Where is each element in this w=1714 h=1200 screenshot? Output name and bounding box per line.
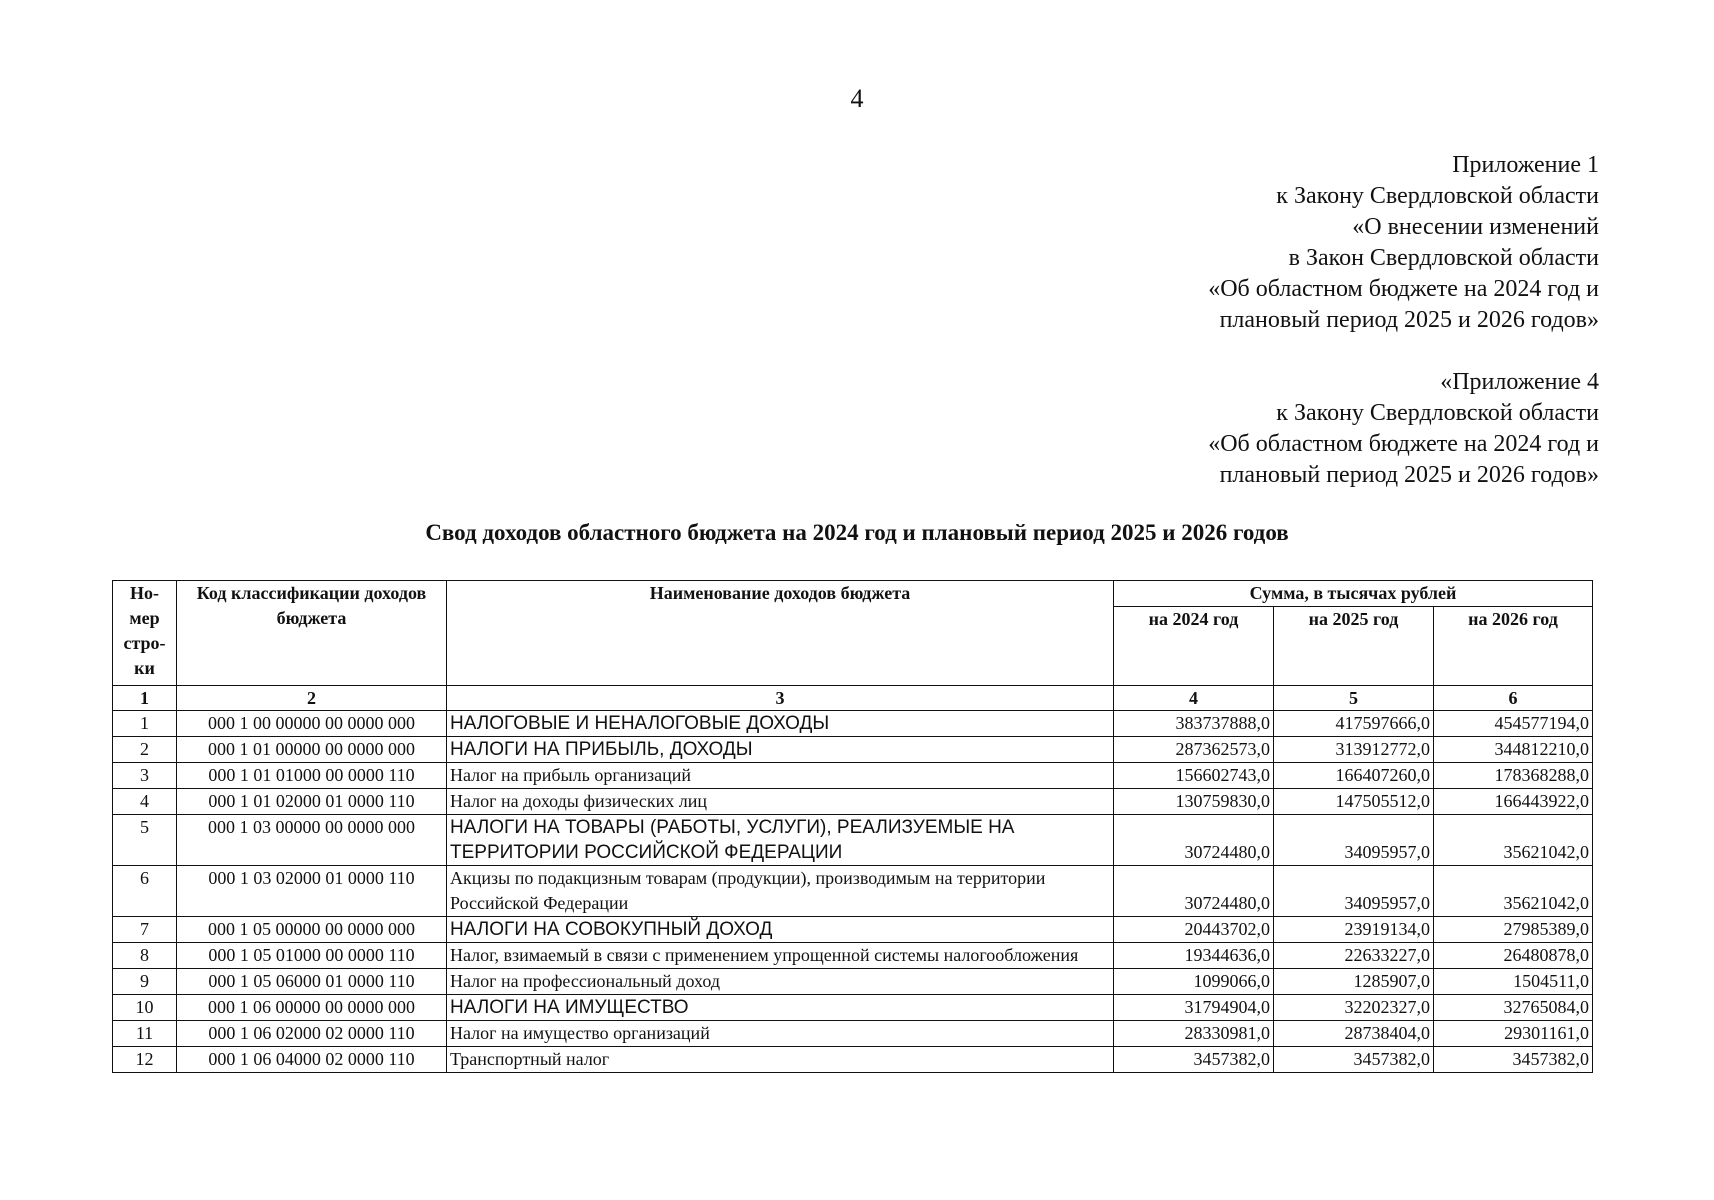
appendix-1-line: в Закон Свердловской области [1288,245,1599,271]
appendix-4-line: плановый период 2025 и 2026 годов» [1219,462,1599,488]
table-row [113,1021,1593,1047]
row-number-cell: 2 [113,737,177,763]
amount-2026-cell: 32765084,0 [1434,995,1593,1021]
revenue-name-cell: Налог на профессиональный доход [447,969,1114,995]
appendix-4-line: «Об областном бюджете на 2024 год и [1208,431,1599,457]
row-number-cell: 5 [113,815,177,866]
table-row [113,969,1593,995]
amount-2025-cell: 417597666,0 [1274,711,1434,737]
amount-2025-cell: 32202327,0 [1274,995,1434,1021]
appendix-4-header [1208,367,1599,491]
amount-2025-cell: 28738404,0 [1274,1021,1434,1047]
appendix-1-line: Приложение 1 [1452,152,1599,178]
amount-2025-cell: 34095957,0 [1274,866,1434,917]
amount-2024-cell: 1099066,0 [1114,969,1274,995]
revenue-name-cell: НАЛОГИ НА ТОВАРЫ (РАБОТЫ, УСЛУГИ), РЕАЛИЗУЕМЫЕ НА ТЕРРИТОРИИ РОССИЙСКОЙ ФЕДЕРАЦИИ [447,815,1114,866]
table-header-row [113,581,1593,607]
table-row [113,995,1593,1021]
page-number: 4 [850,84,864,113]
header-name: Наименование доходов бюджета [447,581,1114,686]
amount-2024-cell: 30724480,0 [1114,815,1274,866]
amount-2025-cell: 313912772,0 [1274,737,1434,763]
row-number-cell: 9 [113,969,177,995]
row-number-cell: 10 [113,995,177,1021]
revenue-name-cell: Транспортный налог [447,1047,1114,1073]
classification-code-cell: 000 1 03 00000 00 0000 000 [177,815,447,866]
table-title: Свод доходов областного бюджета на 2024 год и плановый период 2025 и 2026 годов [425,520,1289,545]
row-number-cell: 12 [113,1047,177,1073]
classification-code-cell: 000 1 05 06000 01 0000 110 [177,969,447,995]
header-code: Код классификации доходов бюджета [177,581,447,686]
amount-2026-cell: 3457382,0 [1434,1047,1593,1073]
amount-2026-cell: 26480878,0 [1434,943,1593,969]
column-index: 3 [447,686,1114,711]
header-year-2025: на 2025 год [1274,607,1434,686]
amount-2025-cell: 34095957,0 [1274,815,1434,866]
amount-2024-cell: 30724480,0 [1114,866,1274,917]
amount-2024-cell: 20443702,0 [1114,917,1274,943]
amount-2024-cell: 287362573,0 [1114,737,1274,763]
amount-2026-cell: 1504511,0 [1434,969,1593,995]
revenue-name-cell: Налог, взимаемый в связи с применением упрощенной системы налогообложения [447,943,1114,969]
classification-code-cell: 000 1 05 00000 00 0000 000 [177,917,447,943]
amount-2026-cell: 35621042,0 [1434,815,1593,866]
column-index: 6 [1434,686,1593,711]
table-row [113,917,1593,943]
amount-2026-cell: 27985389,0 [1434,917,1593,943]
revenue-name-cell: НАЛОГИ НА СОВОКУПНЫЙ ДОХОД [447,917,1114,943]
amount-2025-cell: 1285907,0 [1274,969,1434,995]
row-number-cell: 6 [113,866,177,917]
amount-2024-cell: 31794904,0 [1114,995,1274,1021]
amount-2026-cell: 166443922,0 [1434,789,1593,815]
amount-2026-cell: 344812210,0 [1434,737,1593,763]
table-body [113,711,1593,1073]
header-year-2024: на 2024 год [1114,607,1274,686]
appendix-1-line: к Закону Свердловской области [1276,183,1599,209]
amount-2025-cell: 166407260,0 [1274,763,1434,789]
classification-code-cell: 000 1 01 01000 00 0000 110 [177,763,447,789]
revenue-name-cell: Налог на доходы физических лиц [447,789,1114,815]
appendix-4-line: к Закону Свердловской области [1276,400,1599,426]
table-row [113,737,1593,763]
classification-code-cell: 000 1 01 02000 01 0000 110 [177,789,447,815]
table-row [113,943,1593,969]
appendix-1-line: плановый период 2025 и 2026 годов» [1219,307,1599,333]
row-number-cell: 8 [113,943,177,969]
row-number-cell: 3 [113,763,177,789]
amount-2026-cell: 454577194,0 [1434,711,1593,737]
table-row [113,789,1593,815]
classification-code-cell: 000 1 06 00000 00 0000 000 [177,995,447,1021]
amount-2025-cell: 23919134,0 [1274,917,1434,943]
row-number-cell: 4 [113,789,177,815]
row-number-cell: 7 [113,917,177,943]
amount-2025-cell: 147505512,0 [1274,789,1434,815]
amount-2026-cell: 29301161,0 [1434,1021,1593,1047]
column-index: 4 [1114,686,1274,711]
header-number: Но-мер стро-ки [113,581,177,686]
amount-2024-cell: 383737888,0 [1114,711,1274,737]
table-row [113,763,1593,789]
revenue-name-cell: НАЛОГИ НА ПРИБЫЛЬ, ДОХОДЫ [447,737,1114,763]
amount-2024-cell: 19344636,0 [1114,943,1274,969]
revenue-name-cell: Налог на прибыль организаций [447,763,1114,789]
amount-2026-cell: 178368288,0 [1434,763,1593,789]
amount-2024-cell: 130759830,0 [1114,789,1274,815]
revenue-name-cell: НАЛОГИ НА ИМУЩЕСТВО [447,995,1114,1021]
header-sum: Сумма, в тысячах рублей [1114,581,1593,607]
revenue-name-cell: Акцизы по подакцизным товарам (продукции), производимым на территории Российской Федерации [447,866,1114,917]
appendix-1-header [1208,150,1599,336]
table-row [113,711,1593,737]
classification-code-cell: 000 1 06 02000 02 0000 110 [177,1021,447,1047]
header-year-2026: на 2026 год [1434,607,1593,686]
classification-code-cell: 000 1 00 00000 00 0000 000 [177,711,447,737]
amount-2025-cell: 3457382,0 [1274,1047,1434,1073]
amount-2025-cell: 22633227,0 [1274,943,1434,969]
table-row [113,866,1593,917]
classification-code-cell: 000 1 03 02000 01 0000 110 [177,866,447,917]
appendix-4-line: «Приложение 4 [1440,369,1599,395]
amount-2026-cell: 35621042,0 [1434,866,1593,917]
amount-2024-cell: 156602743,0 [1114,763,1274,789]
column-index: 2 [177,686,447,711]
row-number-cell: 11 [113,1021,177,1047]
table-row [113,815,1593,866]
amount-2024-cell: 3457382,0 [1114,1047,1274,1073]
classification-code-cell: 000 1 01 00000 00 0000 000 [177,737,447,763]
column-index: 5 [1274,686,1434,711]
classification-code-cell: 000 1 06 04000 02 0000 110 [177,1047,447,1073]
column-index: 1 [113,686,177,711]
table-row [113,1047,1593,1073]
revenue-name-cell: Налог на имущество организаций [447,1021,1114,1047]
revenue-table [112,580,1593,1073]
amount-2024-cell: 28330981,0 [1114,1021,1274,1047]
appendix-1-line: «О внесении изменений [1352,214,1599,240]
row-number-cell: 1 [113,711,177,737]
appendix-1-line: «Об областном бюджете на 2024 год и [1208,276,1599,302]
classification-code-cell: 000 1 05 01000 00 0000 110 [177,943,447,969]
revenue-name-cell: НАЛОГОВЫЕ И НЕНАЛОГОВЫЕ ДОХОДЫ [447,711,1114,737]
column-index-row [113,686,1593,711]
